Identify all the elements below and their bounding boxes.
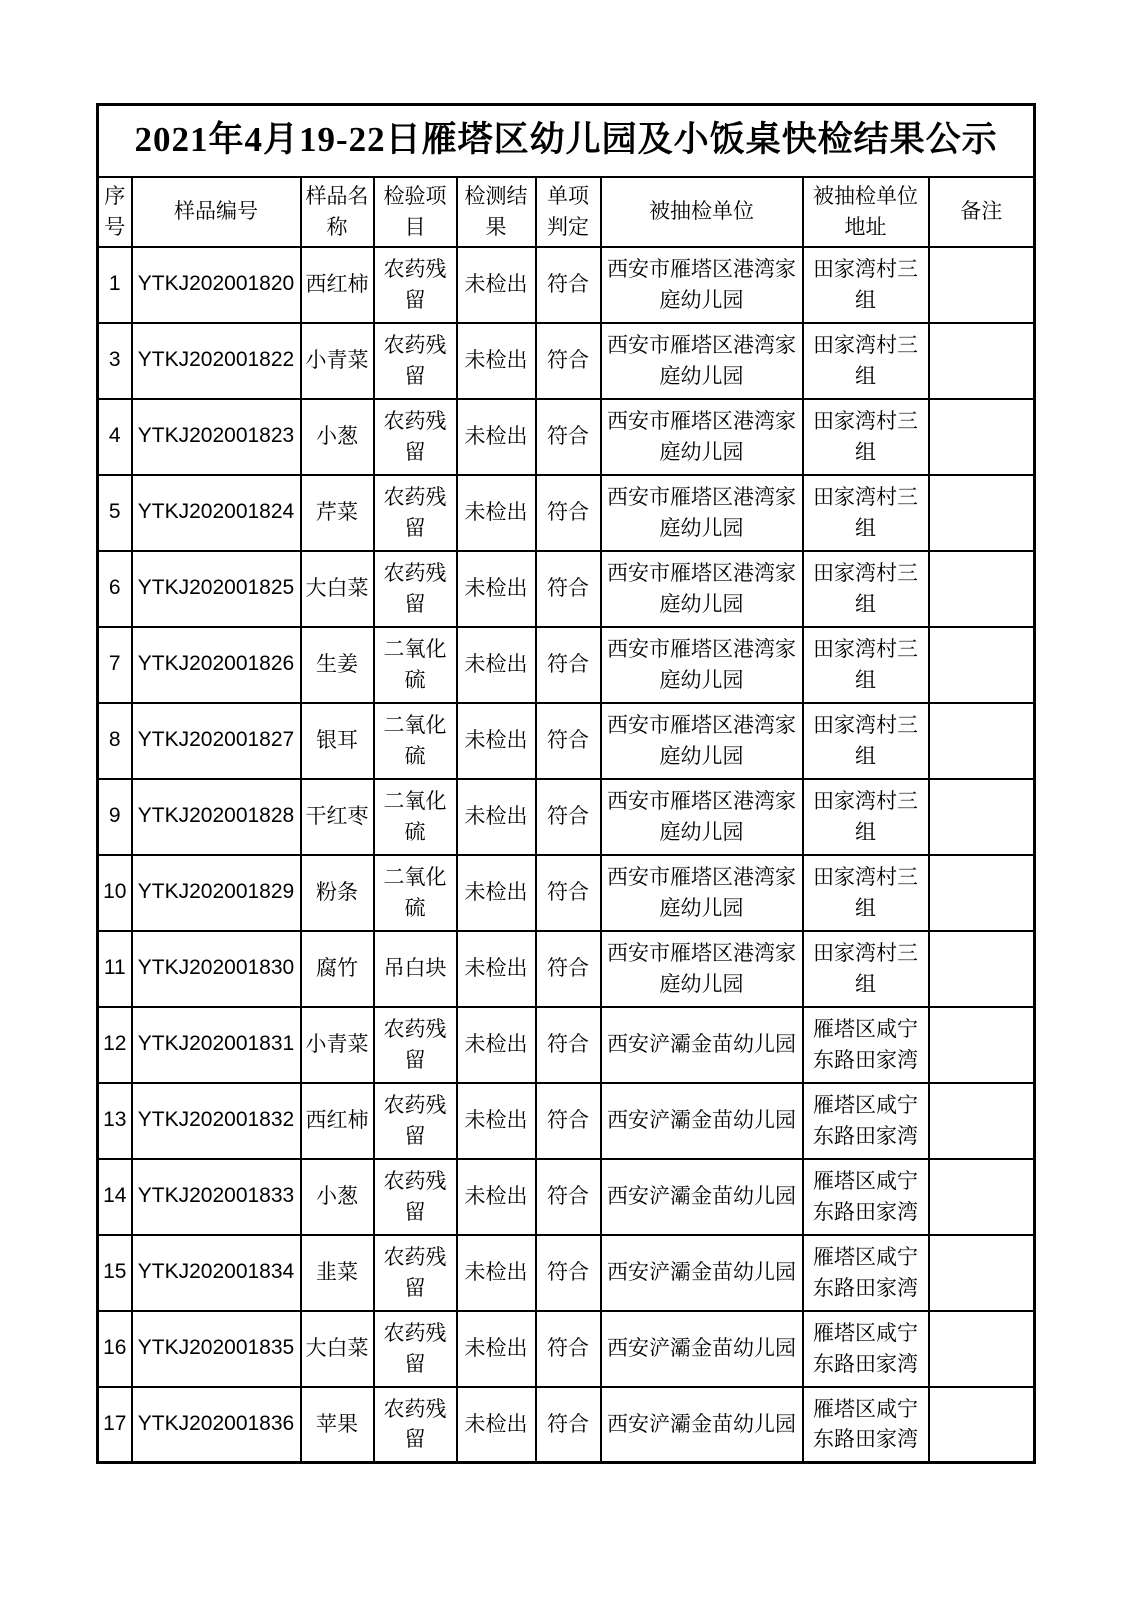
cell-unit: 西安市雁塔区港湾家庭幼儿园: [601, 627, 803, 703]
cell-sample-name: 干红枣: [301, 779, 374, 855]
column-header-sample-name: 样品名称: [301, 177, 374, 247]
cell-unit: 西安浐灞金苗幼儿园: [601, 1159, 803, 1235]
table-row: [98, 703, 1035, 779]
cell-sample-id: YTKJ202001826: [132, 627, 301, 703]
cell-sample-name: 小葱: [301, 1159, 374, 1235]
table-row: [98, 1387, 1035, 1463]
cell-test-result: 未检出: [457, 1235, 536, 1311]
cell-remark: [929, 1311, 1035, 1387]
cell-sample-id: YTKJ202001828: [132, 779, 301, 855]
cell-sample-name: 小青菜: [301, 1007, 374, 1083]
cell-unit: 西安市雁塔区港湾家庭幼儿园: [601, 551, 803, 627]
cell-remark: [929, 1159, 1035, 1235]
cell-remark: [929, 855, 1035, 931]
cell-test-result: 未检出: [457, 551, 536, 627]
cell-judgment: 符合: [536, 1387, 601, 1463]
cell-test-item: 二氧化硫: [374, 779, 457, 855]
cell-test-item: 农药残留: [374, 323, 457, 399]
cell-unit-address: 田家湾村三组: [803, 551, 929, 627]
cell-judgment: 符合: [536, 627, 601, 703]
cell-test-result: 未检出: [457, 931, 536, 1007]
cell-sample-id: YTKJ202001824: [132, 475, 301, 551]
cell-judgment: 符合: [536, 475, 601, 551]
column-header-sample-id: 样品编号: [132, 177, 301, 247]
table-row: [98, 627, 1035, 703]
cell-test-item: 吊白块: [374, 931, 457, 1007]
cell-remark: [929, 627, 1035, 703]
column-header-unit-address: 被抽检单位地址: [803, 177, 929, 247]
cell-sample-name: 西红柿: [301, 1083, 374, 1159]
cell-test-item: 二氧化硫: [374, 855, 457, 931]
cell-test-item: 农药残留: [374, 1159, 457, 1235]
cell-test-item: 农药残留: [374, 1083, 457, 1159]
cell-sample-name: 小青菜: [301, 323, 374, 399]
cell-sample-name: 小葱: [301, 399, 374, 475]
cell-test-item: 二氧化硫: [374, 627, 457, 703]
cell-unit-address: 雁塔区咸宁东路田家湾: [803, 1387, 929, 1463]
cell-sample-name: 芹菜: [301, 475, 374, 551]
cell-unit-address: 田家湾村三组: [803, 399, 929, 475]
column-header-test-result: 检测结果: [457, 177, 536, 247]
cell-seq: 12: [98, 1007, 132, 1083]
cell-remark: [929, 779, 1035, 855]
cell-unit-address: 雁塔区咸宁东路田家湾: [803, 1083, 929, 1159]
cell-unit-address: 田家湾村三组: [803, 931, 929, 1007]
cell-sample-name: 大白菜: [301, 551, 374, 627]
cell-seq: 11: [98, 931, 132, 1007]
cell-sample-id: YTKJ202001835: [132, 1311, 301, 1387]
cell-seq: 5: [98, 475, 132, 551]
cell-test-result: 未检出: [457, 627, 536, 703]
inspection-results-table: [96, 103, 1036, 1464]
cell-seq: 16: [98, 1311, 132, 1387]
cell-seq: 3: [98, 323, 132, 399]
cell-sample-name: 腐竹: [301, 931, 374, 1007]
cell-sample-name: 生姜: [301, 627, 374, 703]
cell-seq: 7: [98, 627, 132, 703]
cell-remark: [929, 1083, 1035, 1159]
cell-sample-id: YTKJ202001829: [132, 855, 301, 931]
cell-unit-address: 田家湾村三组: [803, 627, 929, 703]
cell-unit: 西安浐灞金苗幼儿园: [601, 1387, 803, 1463]
cell-seq: 1: [98, 247, 132, 323]
table-row: [98, 855, 1035, 931]
cell-test-result: 未检出: [457, 855, 536, 931]
cell-test-item: 农药残留: [374, 1235, 457, 1311]
cell-remark: [929, 475, 1035, 551]
cell-sample-id: YTKJ202001825: [132, 551, 301, 627]
cell-unit-address: 田家湾村三组: [803, 475, 929, 551]
cell-test-result: 未检出: [457, 1387, 536, 1463]
cell-remark: [929, 1007, 1035, 1083]
cell-test-item: 农药残留: [374, 247, 457, 323]
cell-seq: 14: [98, 1159, 132, 1235]
cell-unit: 西安浐灞金苗幼儿园: [601, 1007, 803, 1083]
cell-judgment: 符合: [536, 1311, 601, 1387]
table-row: [98, 247, 1035, 323]
cell-unit: 西安市雁塔区港湾家庭幼儿园: [601, 931, 803, 1007]
column-header-test-item: 检验项目: [374, 177, 457, 247]
cell-test-result: 未检出: [457, 1159, 536, 1235]
cell-test-item: 农药残留: [374, 1007, 457, 1083]
cell-test-item: 农药残留: [374, 1311, 457, 1387]
cell-judgment: 符合: [536, 399, 601, 475]
table-row: [98, 323, 1035, 399]
cell-unit: 西安浐灞金苗幼儿园: [601, 1235, 803, 1311]
cell-sample-name: 西红柿: [301, 247, 374, 323]
cell-judgment: 符合: [536, 551, 601, 627]
cell-test-result: 未检出: [457, 703, 536, 779]
cell-unit-address: 田家湾村三组: [803, 323, 929, 399]
table-row: [98, 475, 1035, 551]
cell-unit-address: 雁塔区咸宁东路田家湾: [803, 1159, 929, 1235]
cell-remark: [929, 323, 1035, 399]
cell-unit: 西安市雁塔区港湾家庭幼儿园: [601, 247, 803, 323]
cell-sample-id: YTKJ202001836: [132, 1387, 301, 1463]
cell-unit: 西安市雁塔区港湾家庭幼儿园: [601, 323, 803, 399]
cell-judgment: 符合: [536, 1007, 601, 1083]
cell-remark: [929, 247, 1035, 323]
cell-test-result: 未检出: [457, 1083, 536, 1159]
table-row: [98, 931, 1035, 1007]
cell-remark: [929, 931, 1035, 1007]
cell-test-item: 农药残留: [374, 399, 457, 475]
cell-test-item: 农药残留: [374, 551, 457, 627]
cell-sample-id: YTKJ202001827: [132, 703, 301, 779]
cell-unit: 西安市雁塔区港湾家庭幼儿园: [601, 399, 803, 475]
cell-unit: 西安浐灞金苗幼儿园: [601, 1311, 803, 1387]
cell-seq: 9: [98, 779, 132, 855]
cell-remark: [929, 551, 1035, 627]
column-header-row: [98, 177, 1035, 247]
cell-test-result: 未检出: [457, 1311, 536, 1387]
cell-sample-id: YTKJ202001833: [132, 1159, 301, 1235]
cell-sample-name: 苹果: [301, 1387, 374, 1463]
cell-sample-id: YTKJ202001831: [132, 1007, 301, 1083]
cell-judgment: 符合: [536, 1235, 601, 1311]
cell-seq: 4: [98, 399, 132, 475]
cell-unit: 西安市雁塔区港湾家庭幼儿园: [601, 855, 803, 931]
cell-seq: 10: [98, 855, 132, 931]
cell-seq: 17: [98, 1387, 132, 1463]
cell-judgment: 符合: [536, 779, 601, 855]
cell-judgment: 符合: [536, 1083, 601, 1159]
cell-unit: 西安市雁塔区港湾家庭幼儿园: [601, 779, 803, 855]
cell-unit-address: 田家湾村三组: [803, 779, 929, 855]
table-row: [98, 1235, 1035, 1311]
cell-seq: 6: [98, 551, 132, 627]
cell-sample-name: 粉条: [301, 855, 374, 931]
cell-remark: [929, 399, 1035, 475]
cell-remark: [929, 1387, 1035, 1463]
cell-unit-address: 田家湾村三组: [803, 703, 929, 779]
title-row: [98, 105, 1035, 177]
cell-test-result: 未检出: [457, 399, 536, 475]
cell-judgment: 符合: [536, 931, 601, 1007]
cell-test-item: 农药残留: [374, 1387, 457, 1463]
cell-sample-id: YTKJ202001823: [132, 399, 301, 475]
cell-judgment: 符合: [536, 855, 601, 931]
cell-seq: 8: [98, 703, 132, 779]
cell-test-result: 未检出: [457, 475, 536, 551]
table-row: [98, 1311, 1035, 1387]
cell-sample-id: YTKJ202001834: [132, 1235, 301, 1311]
table-row: [98, 779, 1035, 855]
cell-unit: 西安浐灞金苗幼儿园: [601, 1083, 803, 1159]
cell-sample-id: YTKJ202001830: [132, 931, 301, 1007]
table-row: [98, 399, 1035, 475]
cell-unit-address: 田家湾村三组: [803, 247, 929, 323]
cell-unit: 西安市雁塔区港湾家庭幼儿园: [601, 475, 803, 551]
cell-unit-address: 雁塔区咸宁东路田家湾: [803, 1235, 929, 1311]
table-row: [98, 1083, 1035, 1159]
table-row: [98, 1159, 1035, 1235]
cell-sample-name: 大白菜: [301, 1311, 374, 1387]
cell-test-result: 未检出: [457, 779, 536, 855]
cell-judgment: 符合: [536, 703, 601, 779]
cell-sample-id: YTKJ202001820: [132, 247, 301, 323]
table-row: [98, 1007, 1035, 1083]
cell-test-result: 未检出: [457, 323, 536, 399]
cell-seq: 15: [98, 1235, 132, 1311]
cell-judgment: 符合: [536, 323, 601, 399]
cell-test-item: 二氧化硫: [374, 703, 457, 779]
cell-test-result: 未检出: [457, 1007, 536, 1083]
column-header-seq: 序号: [98, 177, 132, 247]
column-header-judgment: 单项判定: [536, 177, 601, 247]
cell-test-result: 未检出: [457, 247, 536, 323]
cell-unit-address: 雁塔区咸宁东路田家湾: [803, 1007, 929, 1083]
cell-seq: 13: [98, 1083, 132, 1159]
cell-judgment: 符合: [536, 1159, 601, 1235]
cell-sample-id: YTKJ202001822: [132, 323, 301, 399]
cell-test-item: 农药残留: [374, 475, 457, 551]
cell-sample-id: YTKJ202001832: [132, 1083, 301, 1159]
cell-remark: [929, 1235, 1035, 1311]
table-row: [98, 551, 1035, 627]
cell-sample-name: 银耳: [301, 703, 374, 779]
cell-sample-name: 韭菜: [301, 1235, 374, 1311]
cell-unit: 西安市雁塔区港湾家庭幼儿园: [601, 703, 803, 779]
page-title: 2021年4月19-22日雁塔区幼儿园及小饭桌快检结果公示: [98, 105, 1035, 177]
column-header-unit: 被抽检单位: [601, 177, 803, 247]
column-header-remark: 备注: [929, 177, 1035, 247]
cell-unit-address: 雁塔区咸宁东路田家湾: [803, 1311, 929, 1387]
cell-unit-address: 田家湾村三组: [803, 855, 929, 931]
table-body: [98, 247, 1035, 1463]
cell-judgment: 符合: [536, 247, 601, 323]
cell-remark: [929, 703, 1035, 779]
